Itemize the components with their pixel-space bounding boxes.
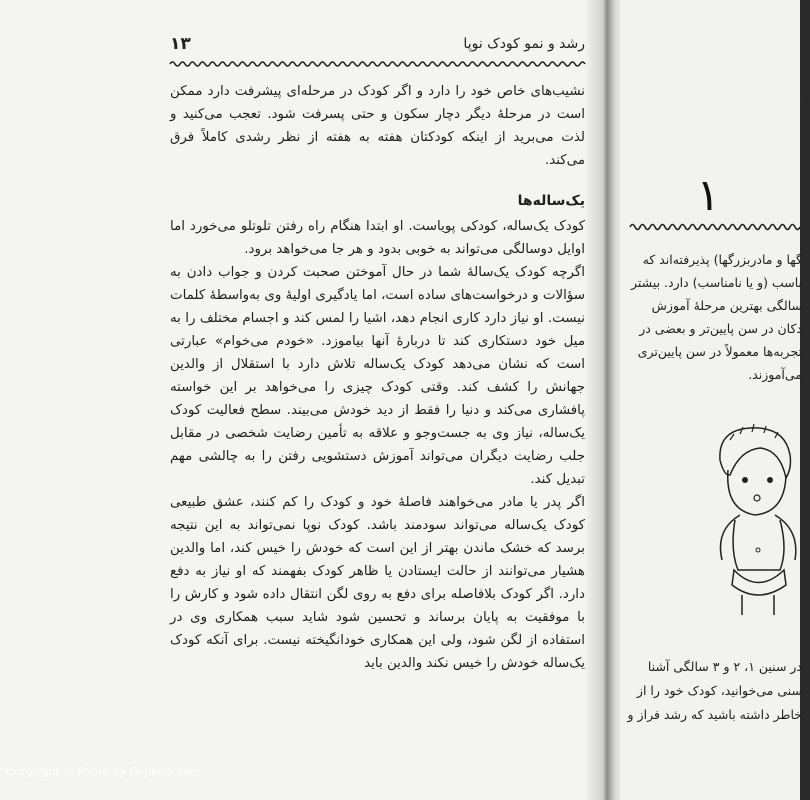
right-page-text-bottom: [612, 655, 802, 727]
right-line: تجربه‌ها معمولاً در سن پایین‌تری: [637, 344, 802, 359]
right-line: در سنین ۱، ۲ و ۳ سالگی آشنا: [647, 659, 802, 674]
page-header: [170, 36, 585, 58]
chapter-squiggle-divider: [630, 222, 800, 232]
paragraph: نشیب‌های خاص خود را دارد و اگر کودک در مرحله‌ای پیشرفت دارد ممکن است در مرحلهٔ دیگر دچار سکون و حتی پسرفت شود. تعجب می‌کنید و لذت می‌برید از اینکه کودکتان هفته به هفته از نظر رشدی کاملاً فرق می‌کند.: [170, 84, 585, 168]
toddler-illustration: [700, 420, 810, 620]
section-heading: یک‌ساله‌ها: [517, 193, 585, 209]
right-line: می‌آموزند.: [748, 367, 802, 382]
right-line: سنی می‌خوانید، کودک خود را از: [636, 683, 802, 698]
paragraph: اگرچه کودک یک‌سالهٔ شما در حال آموختن صحبت کردن و جواب دادن به سؤالات و درخواست‌های ساده است، اما یادگیری اولیهٔ وی به‌واسطهٔ کلمات نیست. او نیاز دارد کاری انجام دهد، اشیا را لمس کند و اجسام مختلف را به میل خود دستکاری کند تا دربارهٔ آنها بیاموزد. «خودم می‌خوام» عبارتی است که نشان می‌دهد کودک یک‌ساله تلاش دارد با استقلال از والدین جهانش را کشف کند. وقتی کودک چیزی را می‌خواهد بر این خواسته پافشاری می‌کند و دنیا را فقط از دید خودش می‌بیند. سطح فعالیت کودک یک‌ساله، نیاز وی به جست‌وجو و علاقه به تأمین رضایت شخصی در مقابل جلب رضایت دیگران می‌تواند آموزش دستشویی رفتن را به چالشی مهم تبدیل کند.: [170, 265, 585, 487]
chapter-number: ۱: [696, 170, 720, 221]
right-line: گها و مادربزرگها) پذیرفته‌اند که: [642, 252, 802, 267]
right-line: ناسب (و یا نامناسب) دارد. بیشتر: [631, 275, 802, 290]
copyright-watermark: Copyright © Photo by Digikala.com: [6, 765, 201, 778]
paragraph: کودک یک‌ساله، کودکی پویاست. او ابتدا هنگام راه رفتن تلوتلو می‌خورد اما اوایل دوسالگی می‌تواند به خوبی بدود و هر جا می‌خواهد برود.: [170, 219, 585, 257]
right-page: [620, 0, 806, 800]
right-line: دکان در سن پایین‌تر و بعضی در: [639, 321, 802, 336]
page-number: ۱۳: [170, 34, 191, 54]
running-title: رشد و نمو کودک نوپا: [463, 36, 585, 52]
right-page-text-top: [612, 248, 802, 386]
partial-glyph: .: [799, 85, 806, 109]
right-line: خاطر داشته باشید که رشد فراز و: [627, 707, 802, 722]
right-line: سالگی بهترین مرحلهٔ آموزش: [651, 298, 802, 313]
header-squiggle-divider: [170, 60, 585, 68]
paragraph: اگر پدر یا مادر می‌خواهند فاصلهٔ خود و کودک را کم کنند، عشق طبیعی کودک یک‌ساله می‌تواند سودمند باشد. کودک نوپا نمی‌تواند به این نتیجه برسد که خشک ماندن بهتر از این است که خودش را خیس کند، اما والدین هشیار می‌توانند از حالت ایستادن یا ظاهر کودک بفهمند که او نیاز به دفع دارد. اگر کودک بلافاصله برای دفع به روی لگن انتقال داده شود و کارش را با موفقیت به پایان برساند و تحسین شود شاید سبب همکاری وی در استفاده از لگن شود، ولی این همکاری خودانگیخته نیست. برای آنکه کودک یک‌ساله خودش را خیس نکند والدین باید: [170, 495, 585, 671]
left-page-body: [170, 80, 585, 675]
